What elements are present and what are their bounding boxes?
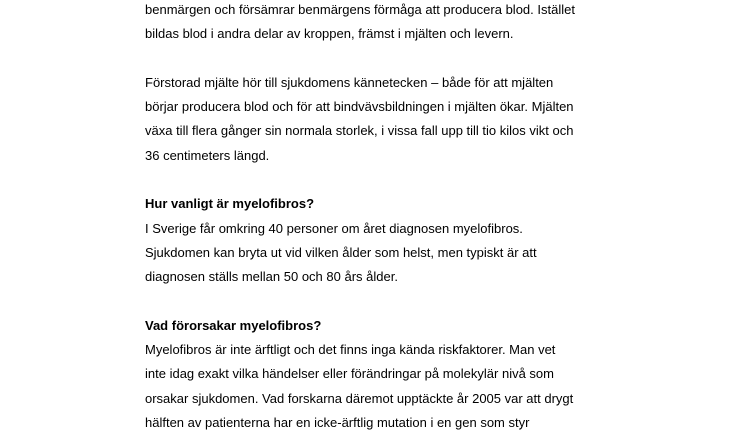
section-heading: Hur vanligt är myelofibros? bbox=[145, 196, 315, 212]
text-line: Sjukdomen kan bryta ut vid vilken ålder som helst, men typiskt är att bbox=[145, 244, 537, 260]
text-line: Förstorad mjälte hör till sjukdomens kännetecken – både för att mjälten bbox=[145, 74, 554, 90]
text-line: 36 centimeters längd. bbox=[145, 147, 270, 163]
text-line: bildas blod i andra delar av kroppen, främst i mjälten och levern. bbox=[145, 26, 514, 42]
section-prevalence bbox=[145, 192, 625, 289]
paragraph-enlarged-spleen bbox=[145, 71, 625, 168]
paragraph-intro-continued bbox=[145, 0, 625, 47]
text-line: diagnosen ställs mellan 50 och 80 års ålder. bbox=[145, 269, 398, 285]
section-heading: Vad förorsakar myelofibros? bbox=[145, 317, 322, 333]
text-line: börjar producera blod och för att bindvävsbildningen i mjälten ökar. Mjälten bbox=[145, 99, 574, 115]
paragraph-spacer bbox=[145, 47, 625, 71]
text-line: I Sverige får omkring 40 personer om året diagnosen myelofibros. bbox=[145, 220, 523, 236]
text-line: orsakar sjukdomen. Vad forskarna däremot upptäckte år 2005 var att drygt bbox=[145, 390, 574, 406]
text-line: växa till flera gånger sin normala storlek, i vissa fall upp till tio kilos vikt och bbox=[145, 123, 574, 139]
text-line: benmärgen och försämrar benmärgens förmåga att producera blod. Istället bbox=[145, 2, 575, 17]
text-line: hälften av patienterna har en icke-ärftlig mutation i en gen som styr bbox=[145, 415, 530, 431]
document-body bbox=[145, 0, 625, 435]
paragraph-spacer bbox=[145, 290, 625, 314]
paragraph-spacer bbox=[145, 168, 625, 192]
text-line: Myelofibros är inte ärftligt och det finns inga kända riskfaktorer. Man vet bbox=[145, 342, 556, 358]
text-line: inte idag exakt vilka händelser eller förändringar på molekylär nivå som bbox=[145, 366, 554, 382]
section-causes bbox=[145, 314, 625, 435]
